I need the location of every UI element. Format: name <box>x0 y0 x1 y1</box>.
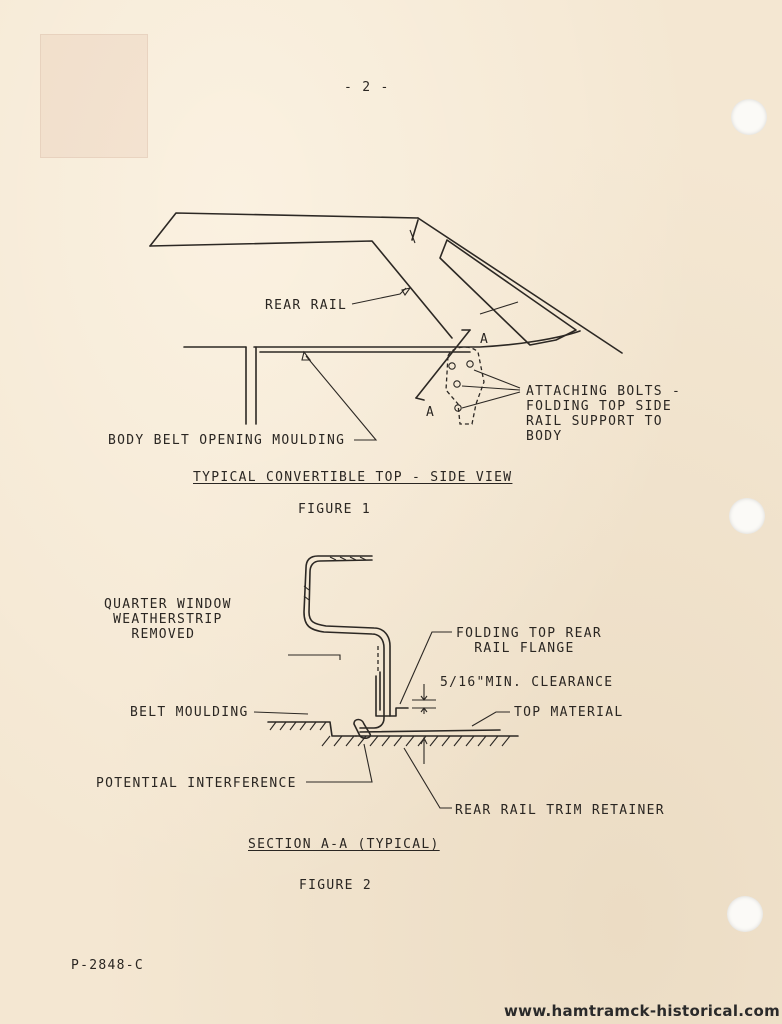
page-number: - 2 - <box>344 80 390 95</box>
figure2-label: FIGURE 2 <box>299 878 373 893</box>
label-min-clearance: 5/16"MIN. CLEARANCE <box>440 675 614 690</box>
label-rear-rail: REAR RAIL <box>265 298 348 313</box>
label-top-material: TOP MATERIAL <box>514 705 624 720</box>
form-number: P-2848-C <box>71 958 145 973</box>
label-belt-moulding: BELT MOULDING <box>130 705 249 720</box>
label-potential-interference: POTENTIAL INTERFERENCE <box>96 776 297 791</box>
figure1-caption: TYPICAL CONVERTIBLE TOP - SIDE VIEW <box>193 470 513 485</box>
label-quarter-window-weatherstrip: QUARTER WINDOW WEATHERSTRIP REMOVED <box>104 597 232 642</box>
figure1-label: FIGURE 1 <box>298 502 372 517</box>
figure2-caption: SECTION A-A (TYPICAL) <box>248 837 440 852</box>
site-watermark: www.hamtramck-historical.com <box>504 1002 780 1020</box>
label-attaching-bolts: ATTACHING BOLTS - FOLDING TOP SIDE RAIL SUPPORT TO BODY <box>526 384 682 444</box>
label-body-belt-moulding: BODY BELT OPENING MOULDING <box>108 433 346 448</box>
label-rear-rail-trim-retainer: REAR RAIL TRIM RETAINER <box>455 803 665 818</box>
label-folding-top-rear-rail-flange: FOLDING TOP REAR RAIL FLANGE <box>456 626 603 656</box>
label-section-a-bottom: A <box>426 405 436 420</box>
label-section-a-top: A <box>480 332 490 347</box>
